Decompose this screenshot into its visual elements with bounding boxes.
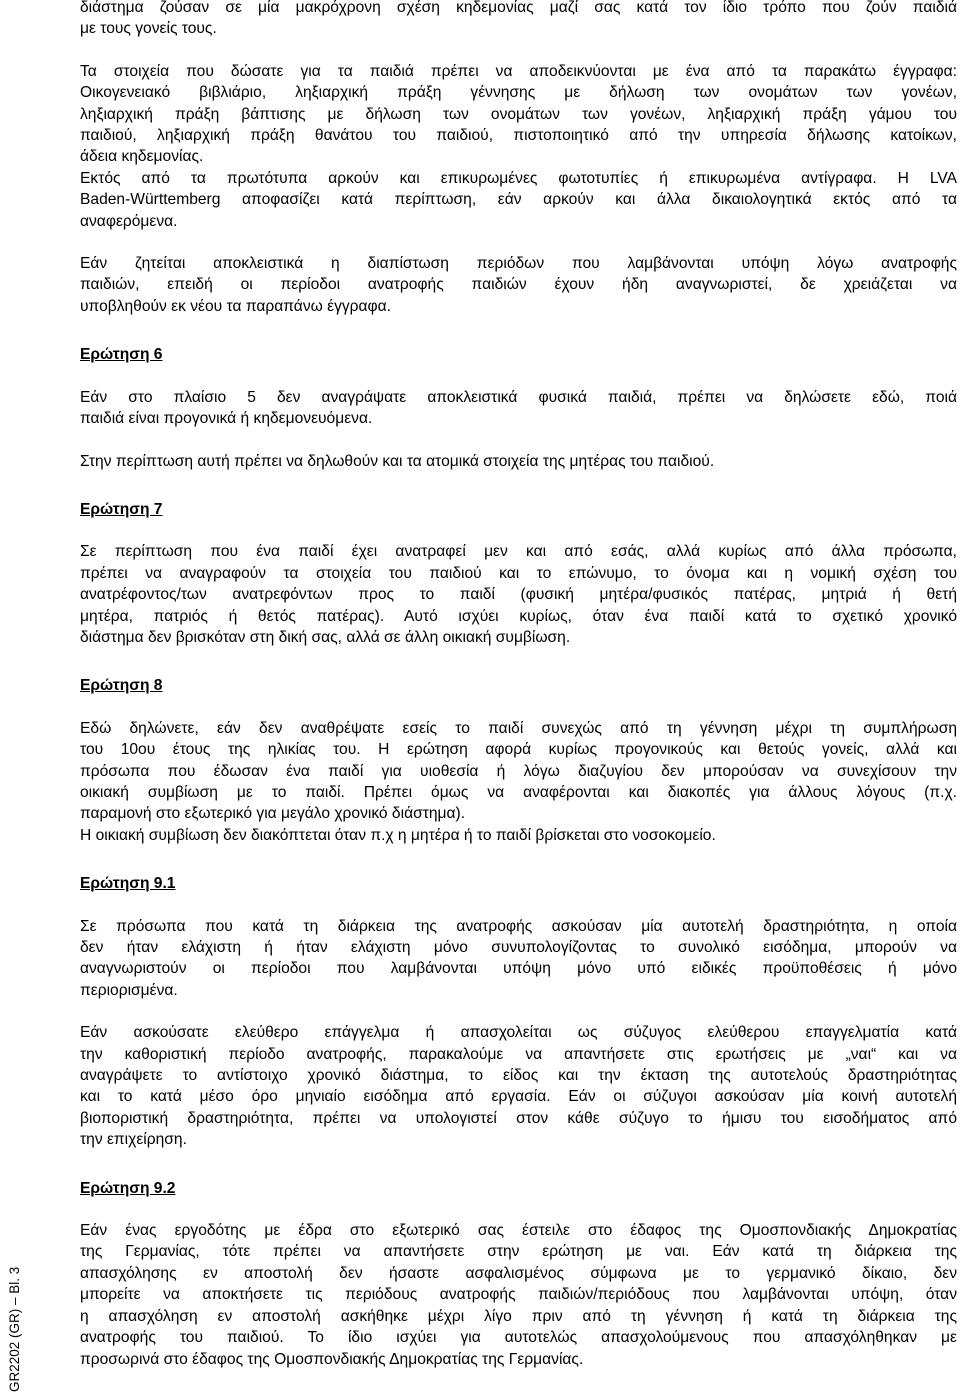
text-line: του 10ου έτους της ηλικίας του. Η ερώτηση αφορά κυρίως προγονικούς και θετούς γονείς, αλλά και — [80, 741, 957, 759]
text-line: Εδώ δηλώνετε, εάν δεν αναθρέψατε εσείς το παιδί συνεχώς από τη γέννηση μέχρι τη συμπλήρωση — [80, 719, 957, 737]
paragraph — [80, 451, 957, 472]
text-line: Οικογενειακό βιβλιάριο, ληξιαρχική πράξη γέννησης με δήλωση των ονομάτων των γονέων, — [80, 84, 957, 102]
section-heading: Ερώτηση 9.1 — [80, 875, 176, 893]
section-heading: Ερώτηση 6 — [80, 346, 163, 364]
form-code-label — [6, 1232, 26, 1392]
text-line: Τα στοιχεία που δώσατε για τα παιδιά πρέπει να αποδεικνύονται με ένα από τα παρακάτω έγγραφα: — [80, 62, 957, 80]
paragraph — [80, 1022, 957, 1150]
text-line: την καθοριστική περίοδο ανατροφής, παρακαλούμε να απαντήσετε στις ερωτήσεις με „ναι“ και να — [80, 1045, 957, 1063]
text-line: άδεια κηδεμονίας. — [80, 148, 204, 166]
text-line: απασχόλησης εν αποστολή δεν ήσαστε ασφαλισμένος σύμφωνα με το γερμανικό δίκαιο, δεν — [80, 1264, 957, 1282]
text-line: ανατροφής του παιδιού. Το ίδιο ισχύει για αυτοτελώς απασχολούμενους που απασχόληθηκαν με — [80, 1329, 957, 1347]
text-line: ληξιαρχική πράξη βάπτισης με δήλωση των ονομάτων των γονέων, ληξιαρχική πράξη γάμου του — [80, 105, 957, 123]
text-line: Εάν στο πλαίσιο 5 δεν αναγράψατε αποκλειστικά φυσικά παιδιά, πρέπει να δηλώσετε εδώ, ποιά — [80, 388, 957, 406]
text-line: πρόσωπα που έδωσαν ένα παιδί για υιοθεσία ή λόγω διαζυγίου δεν μπορούσαν να συνεχίσουν την — [80, 762, 957, 780]
section-heading: Ερώτηση 7 — [80, 500, 163, 518]
text-line: Baden-Württemberg αποφασίζει κατά περίπτωση, εάν αρκούν και άλλα δικαιολογητικά εκτός από τα — [80, 191, 957, 209]
text-line: πρέπει να αναγραφούν τα στοιχεία του παιδιού και το επώνυμο, το όνομα και η νομική σχέση του — [80, 564, 957, 582]
text-line: δεν ήταν ελάχιστη ή ήταν ελάχιστη μόνο συνυπολογίζοντας το συνολικό εισόδημα, μπορούν να — [80, 939, 957, 956]
text-line: με τους γονείς τους. — [80, 20, 217, 38]
text-line: Σε πρόσωπα που κατά τη διάρκεια της ανατροφής ασκούσαν μία αυτοτελή δραστηριότητα, η οποία — [80, 917, 957, 935]
text-line: Στην περίπτωση αυτή πρέπει να δηλωθούν και τα ατομικά στοιχεία της μητέρας του παιδιού. — [80, 452, 715, 470]
text-line: παιδιά είναι προγονικά ή κηδεμονευόμενα. — [80, 410, 373, 428]
text-line: Εάν ένας εργοδότης με έδρα στο εξωτερικό σας έστειλε στο έδαφος της Ομοσπονδιακής Δημοκρατίας — [80, 1222, 957, 1240]
text-line: Εκτός από τα πρωτότυπα αρκούν και επικυρωμένες φωτοτυπίες ή επικυρωμένα αντίγραφα. Η LVA — [80, 169, 957, 187]
paragraph — [80, 61, 957, 232]
text-line: βιοποριστική δραστηριότητα, πρέπει να υπολογιστεί στον κάθε σύζυγο το ήμισυ του εισοδήματος από — [80, 1109, 957, 1127]
text-line: Η οικιακή συμβίωση δεν διακόπτεται όταν π.χ η μητέρα ή το παιδί βρίσκεται στο νοσοκομείο. — [80, 826, 716, 844]
text-line: παιδιού, ληξιαρχική πράξη θανάτου του παιδιού, πιστοποιητικό από την υπηρεσία δήλωσης κατοίκων, — [80, 127, 957, 145]
text-line: αναφερόμενα. — [80, 212, 178, 230]
section-heading: Ερώτηση 8 — [80, 677, 163, 695]
document-page — [80, 0, 957, 1370]
text-line: οικιακή συμβίωση με το παιδί. Πρέπει όμως να αναφέρονται και διακοπές για άλλους λόγους (π.χ. — [80, 783, 957, 801]
text-line: αναγνωριστούν οι περίοδοι που λαμβάνονται υπόψη μόνο υπό ειδικές προϋποθέσεις ή μόνο — [80, 960, 957, 978]
text-line: προσωρινά στο έδαφος της Ομοσπονδιακής Δημοκρατίας της Γερμανίας. — [80, 1350, 584, 1368]
text-line: ανατρέφοντος/των ανατρεφόντων προς το παιδί (φυσική μητέρα/φυσικός πατέρας, μητριά ή θετή — [80, 586, 957, 604]
paragraph — [80, 916, 957, 1002]
text-line: η απασχόληση εν αποστολή ασκήθηκε μέχρι λίγο πριν από τη γέννηση ή κατά τη διάρκεια της — [80, 1307, 957, 1325]
paragraph — [80, 718, 957, 846]
text-line: και το κατά μέσο όρο μηνιαίο εισόδημα από εργασία. Εάν οι σύζυγοι ασκούσαν μία κοινή αυτοτελή — [80, 1088, 957, 1106]
text-line: διάστημα δεν βρισκόταν στη δική σας, αλλά σε άλλη οικιακή συμβίωση. — [80, 628, 571, 646]
form-code-text: GR2202 (GR) – Bl. 3 — [7, 1266, 22, 1392]
text-line: παραμονή στο εξωτερικό για μεγάλο χρονικό διάστημα). — [80, 805, 466, 823]
text-line: παιδιών, επειδή οι περίοδοι ανατροφής παιδιών έχουν ήδη αναγνωριστεί, δε χρειάζεται να — [80, 276, 957, 294]
paragraph — [80, 1220, 957, 1370]
text-line: την επιχείρηση. — [80, 1131, 187, 1149]
text-line: Εάν ζητείται αποκλειστικά η διαπίστωση περιόδων που λαμβάνονται υπόψη λόγω ανατροφής — [80, 255, 957, 273]
text-line: Εάν ασκούσατε ελεύθερο επάγγελμα ή απασχολείται ως σύζυγος ελεύθερου επαγγελματία κατά — [80, 1024, 957, 1042]
text-line: υποβληθούν εκ νέου τα παραπάνω έγγραφα. — [80, 297, 392, 315]
paragraph — [80, 387, 957, 430]
section-heading: Ερώτηση 9.2 — [80, 1179, 176, 1197]
text-line: Σε περίπτωση που ένα παιδί έχει ανατραφεί μεν και από εσάς, αλλά κυρίως από άλλα πρόσωπα, — [80, 543, 957, 561]
text-line: μπορείτε να αποκτήσετε τις περιόδους ανατροφής παιδιών/περιόδους που λαμβάνονται υπόψη, όταν — [80, 1286, 957, 1304]
text-line: της Γερμανίας, τότε πρέπει να απαντήσετε στην ερώτηση με ναι. Εάν κατά τη διάρκεια της — [80, 1243, 957, 1261]
text-line: διάστημα ζούσαν σε μία μακρόχρονη σχέση κηδεμονίας μαζί σας κατά τον ίδιο τρόπο που ζούν παιδιά — [80, 0, 957, 16]
text-line: μητέρα, πατριός ή θετός πατέρας). Αυτό ισχύει κυρίως, όταν ένα παιδί κατά το σχετικό χρονικό — [80, 607, 957, 625]
paragraph — [80, 0, 957, 40]
text-line: αναγράψετε το αντίστοιχο χρονικό διάστημα, το είδος και την έκταση της αυτοτελούς δραστηριότητας — [80, 1067, 957, 1085]
text-line: περιορισμένα. — [80, 981, 178, 999]
paragraph — [80, 541, 957, 648]
paragraph — [80, 253, 957, 317]
